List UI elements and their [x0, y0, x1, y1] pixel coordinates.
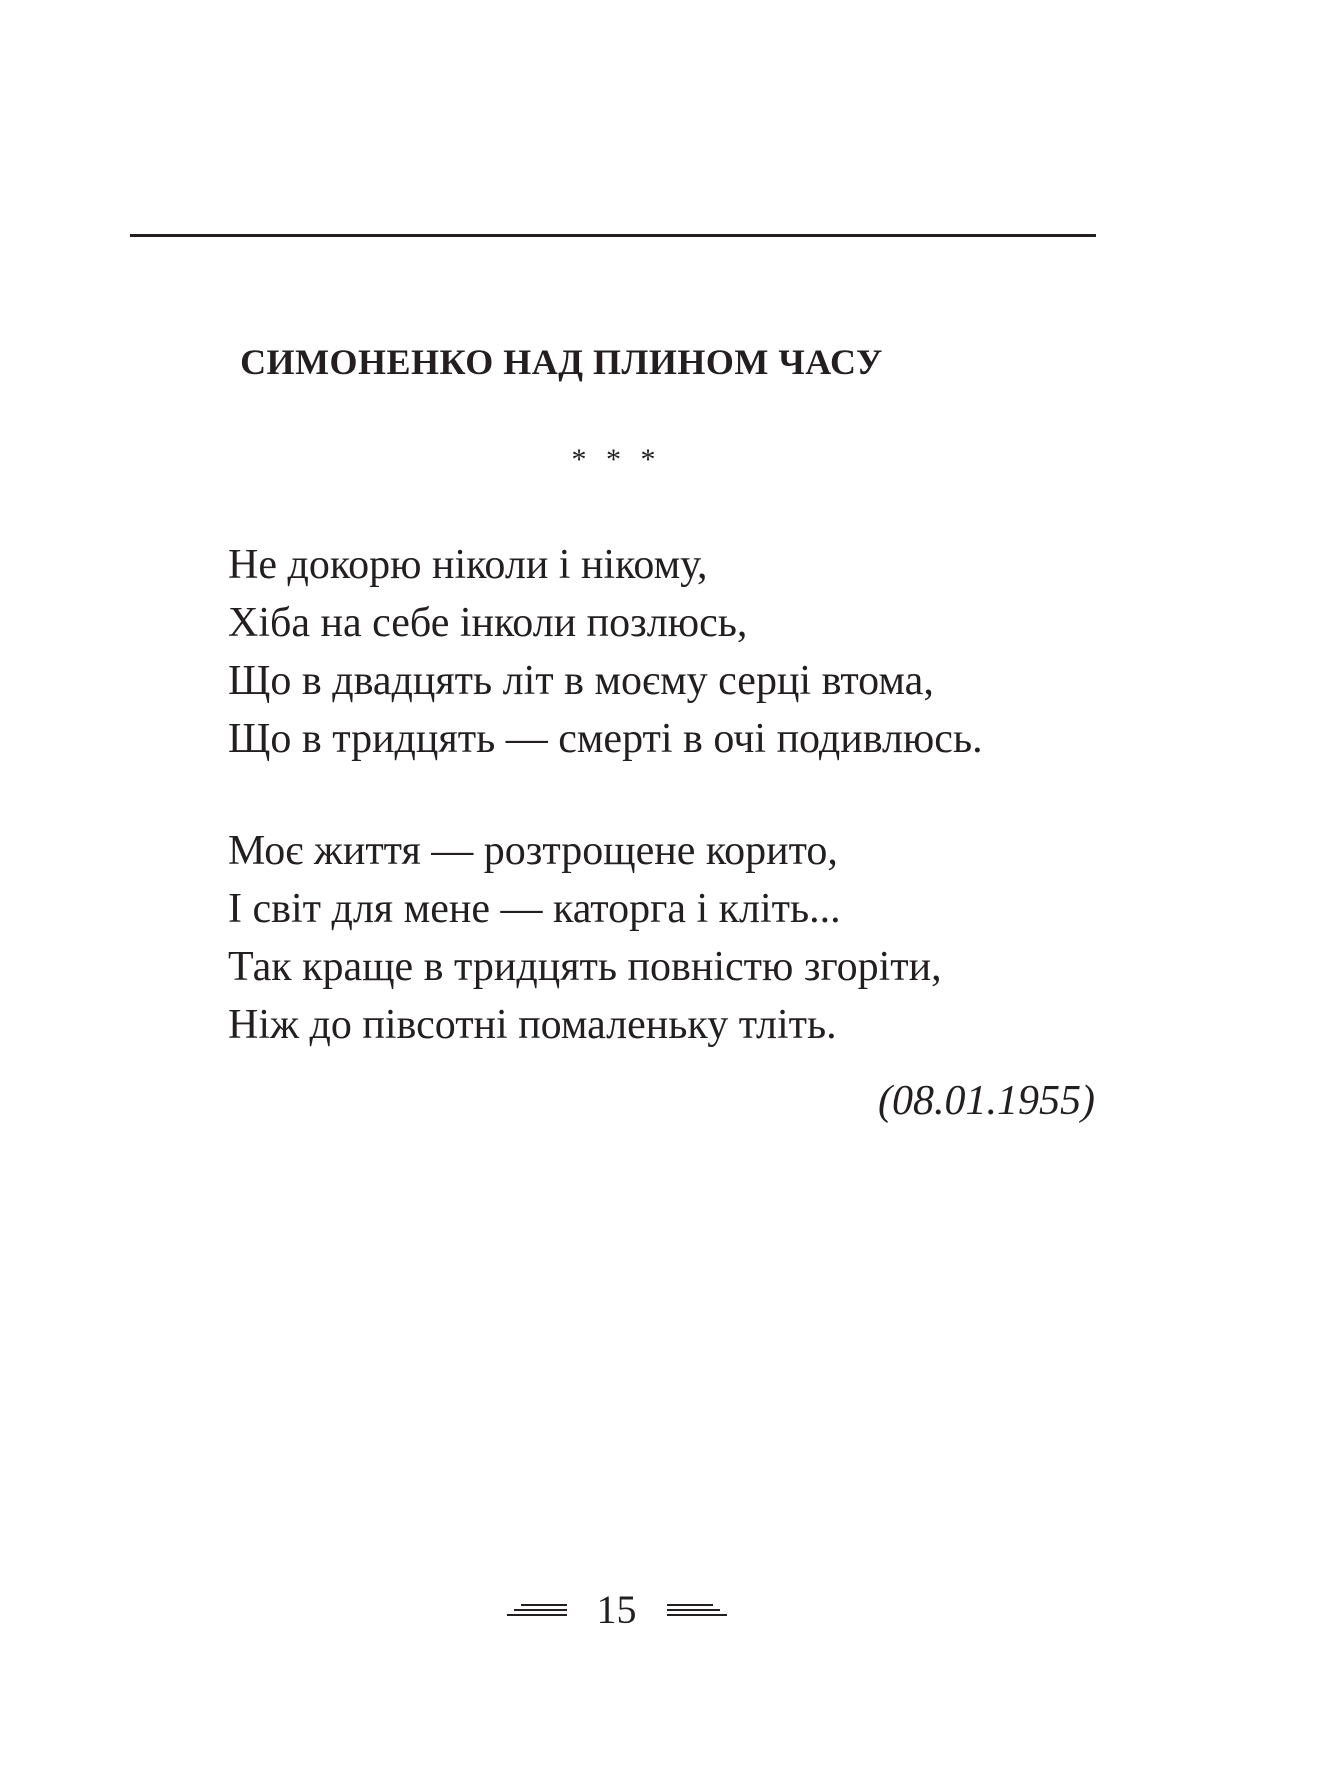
- poem-line: Що в двадцять літ в моєму серці втома,: [228, 658, 934, 704]
- poem-line: Так краще в тридцять повністю згоріти,: [228, 944, 942, 990]
- header-rule: [130, 234, 1096, 237]
- poem-line: Ніж до півсотні помаленьку тліть.: [228, 1002, 837, 1048]
- stanza-1: [228, 536, 983, 768]
- poem-line: І світ для мене — каторга і кліть...: [228, 886, 841, 932]
- poem-line: Не докорю ніколи і нікому,: [228, 542, 708, 588]
- footer-ornament-left: [507, 1604, 567, 1616]
- page-number: 15: [596, 1587, 637, 1632]
- poem-line: Що в тридцять — смерті в очі подивлюсь.: [228, 716, 983, 762]
- page-title: СИМОНЕНКО НАД ПЛИНОМ ЧАСУ: [240, 342, 883, 382]
- stanza-separator: * * *: [571, 443, 662, 476]
- poem-line: Хіба на себе інколи позлюсь,: [228, 600, 748, 646]
- page-footer: [0, 1585, 1323, 1635]
- poem-date: (08.01.1955): [878, 1078, 1095, 1124]
- stanza-2: [228, 822, 942, 1054]
- footer-ornament-right: [667, 1604, 727, 1616]
- poem-line: Моє життя — розтрощене корито,: [228, 828, 838, 874]
